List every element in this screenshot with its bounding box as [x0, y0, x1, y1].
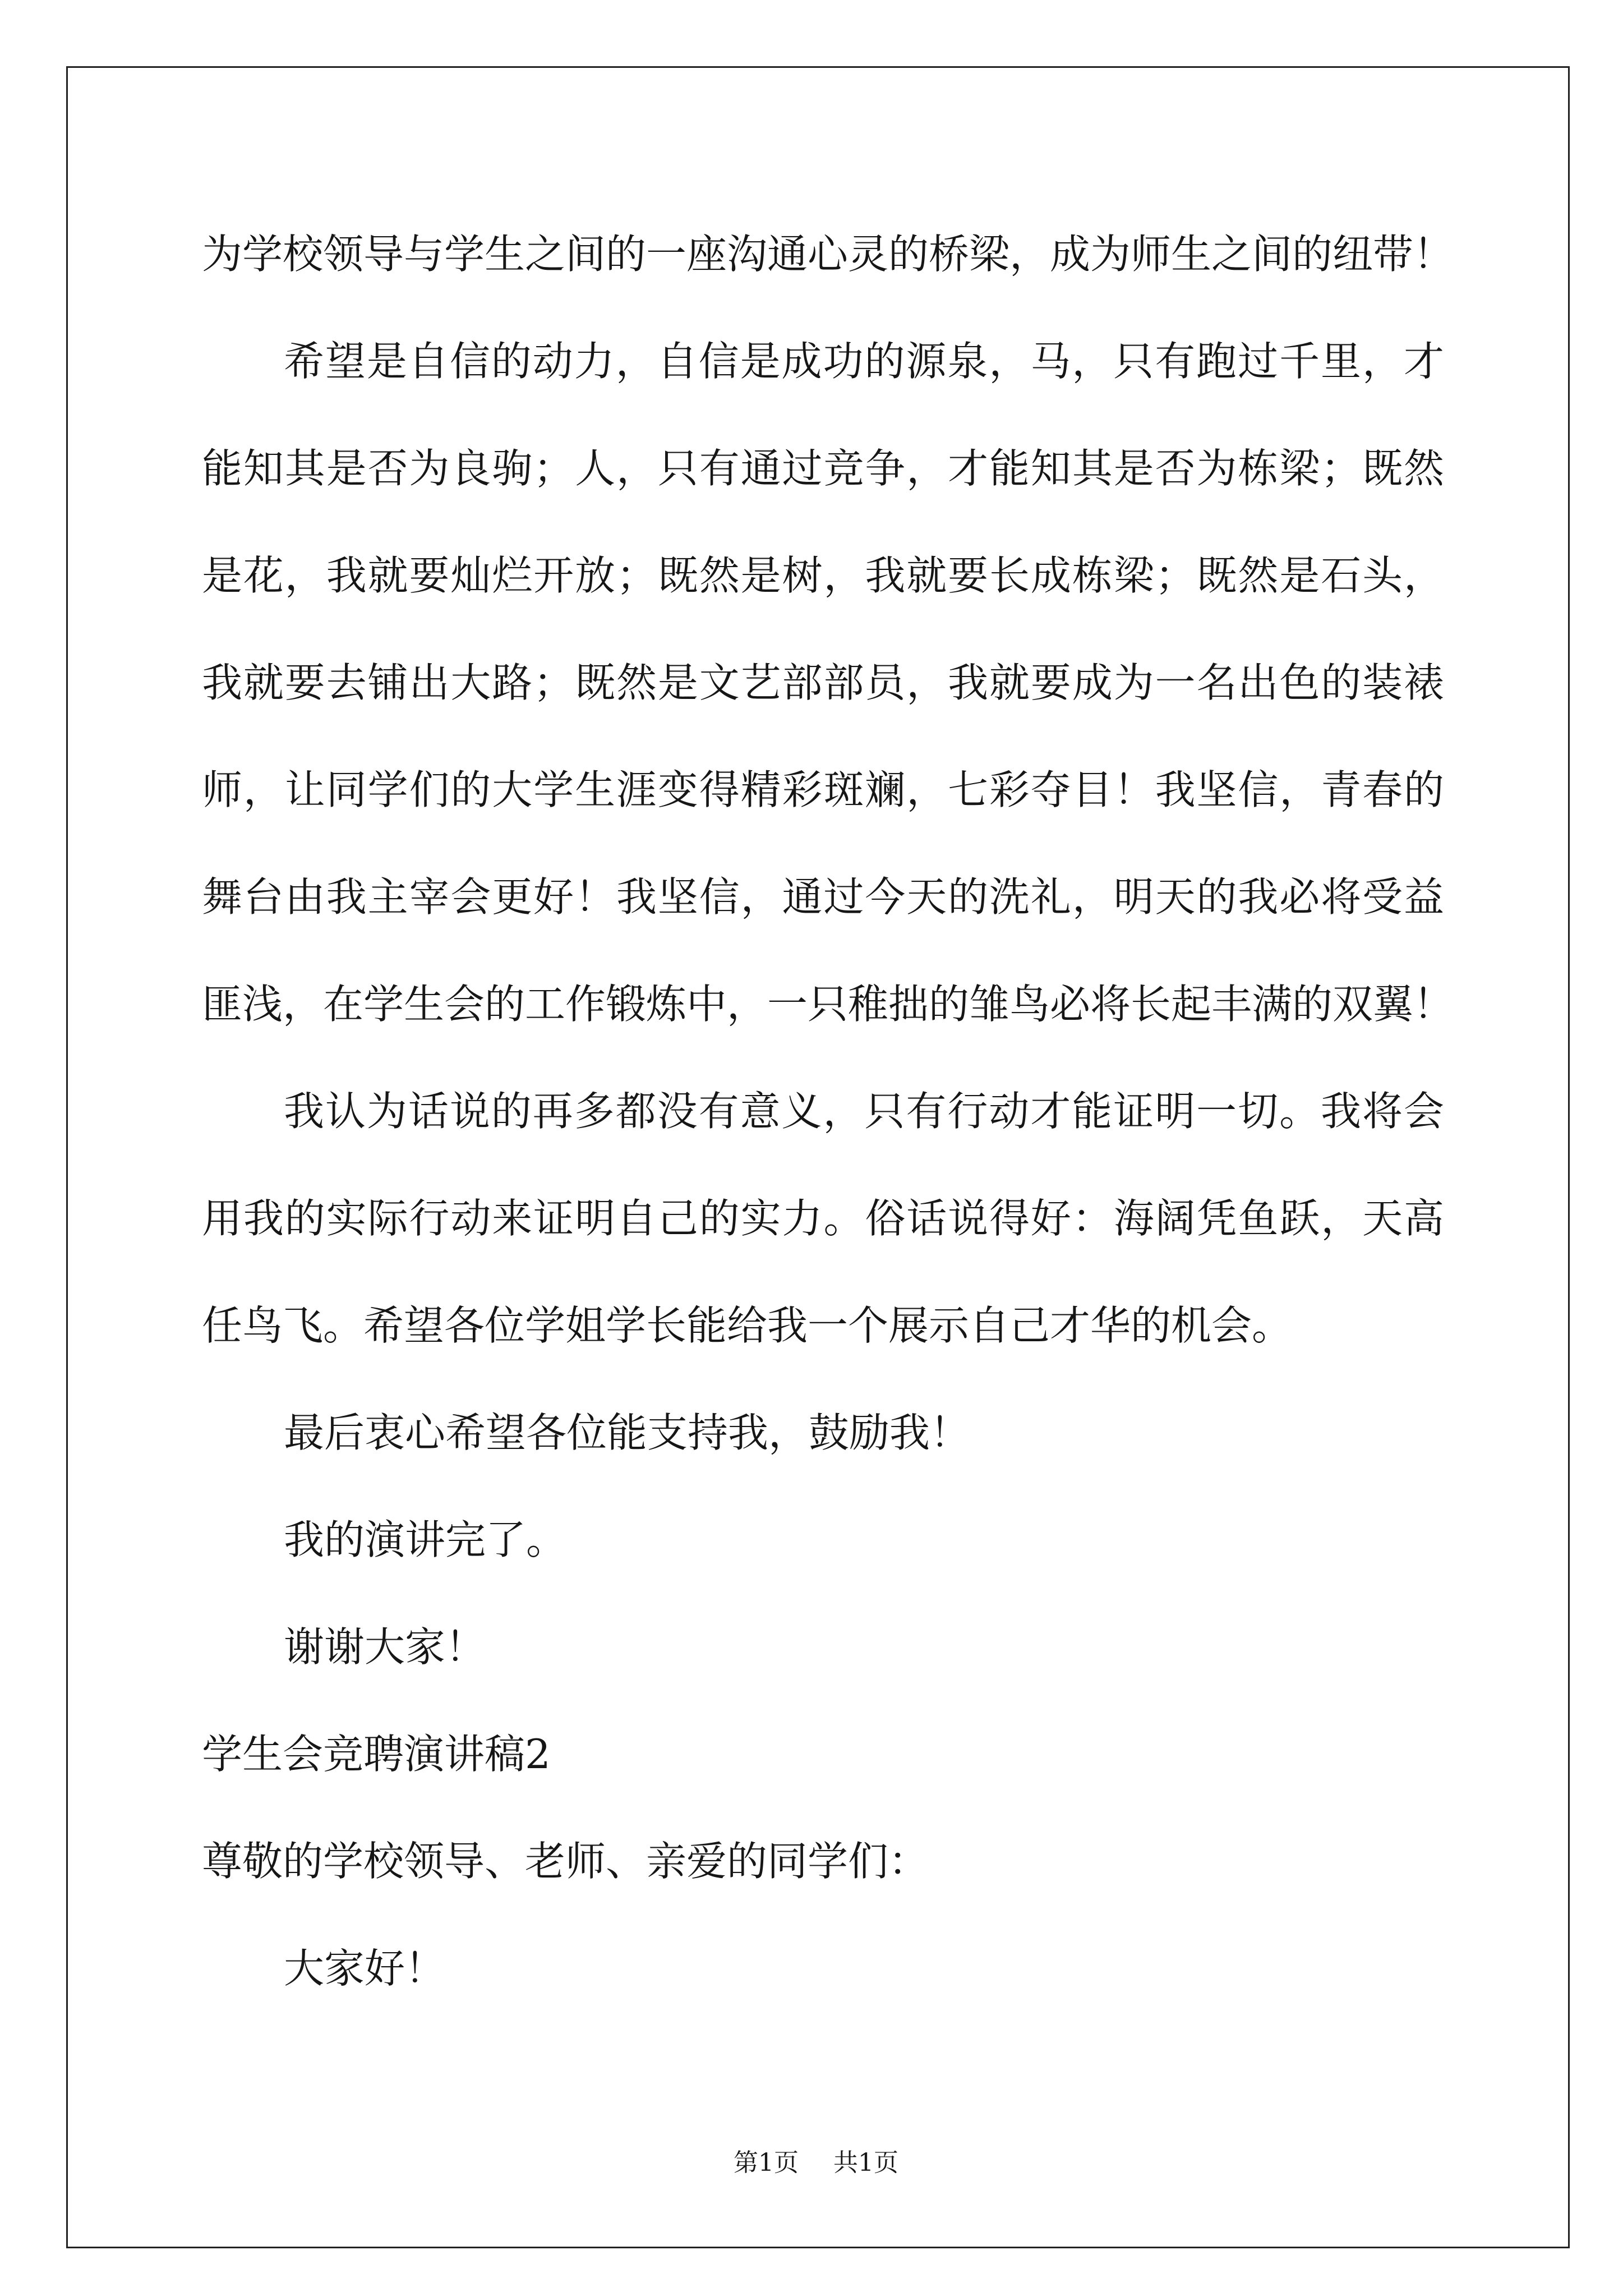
- page-footer: [0, 2146, 1623, 2180]
- paragraph-line: 能知其是否为良驹；人，只有通过竞争，才能知其是否为栋梁；既然: [202, 445, 1444, 492]
- salutation: 尊敬的学校领导、老师、亲爱的同学们：: [202, 1838, 929, 1885]
- footer-page-number: 第1页: [734, 2148, 799, 2177]
- paragraph-line: 希望是自信的动力，自信是成功的源泉，马，只有跑过千里，才: [284, 338, 1444, 385]
- section-heading: 学生会竞聘演讲稿2: [202, 1731, 551, 1778]
- paragraph-line: 师，让同学们的大学生涯变得精彩斑斓，七彩夺目！我坚信，青春的: [202, 766, 1444, 813]
- paragraph-line: 我的演讲完了。: [284, 1516, 567, 1563]
- paragraph-line: 最后衷心希望各位能支持我，鼓励我！: [284, 1409, 971, 1456]
- paragraph-line: 我就要去铺出大路；既然是文艺部部员，我就要成为一名出色的装裱: [202, 659, 1444, 706]
- paragraph-line: 是花，我就要灿烂开放；既然是树，我就要长成栋梁；既然是石头，: [202, 552, 1444, 599]
- paragraph-line: 匪浅，在学生会的工作锻炼中，一只稚拙的雏鸟必将长起丰满的双翼！: [202, 981, 1454, 1028]
- paragraph-line: 我认为话说的再多都没有意义，只有行动才能证明一切。我将会: [284, 1088, 1444, 1135]
- greeting: 大家好！: [284, 1945, 446, 1992]
- paragraph-line: 为学校领导与学生之间的一座沟通心灵的桥梁，成为师生之间的纽带！: [202, 231, 1454, 278]
- paragraph-line: 任鸟飞。希望各位学姐学长能给我一个展示自己才华的机会。: [202, 1302, 1293, 1349]
- footer-page-total: 共1页: [833, 2148, 898, 2177]
- body-text: [202, 201, 1454, 2022]
- paragraph-line: 谢谢大家！: [284, 1623, 486, 1671]
- paragraph-line: 舞台由我主宰会更好！我坚信，通过今天的洗礼，明天的我必将受益: [202, 873, 1444, 921]
- paragraph-line: 用我的实际行动来证明自己的实力。俗话说得好：海阔凭鱼跃，天高: [202, 1195, 1444, 1242]
